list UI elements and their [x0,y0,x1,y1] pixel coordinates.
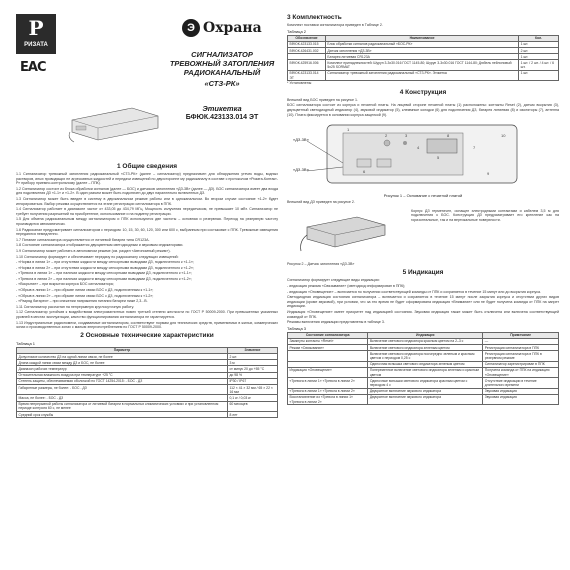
section-1-paragraph: 1.5 Для обмена радиоканальным между сигнализатором и ППК используются две частоты – основная и резервная. Переход на резервную частоту производится автоматически. [16,217,278,226]
table-3-row [288,351,559,361]
table-2-cell: 1 шт. [519,54,559,60]
table-2-header-cell: Обозначение [288,35,326,41]
figure-2-caption: Рисунок 2 – Датчик затопления «ДЗ-3В» [287,261,355,266]
table-3-cell: Сигнализатор зарегистрирован в ППК [483,361,559,367]
table-3-header-cell: Индикация [368,332,483,338]
table-1-cell: 2 шт. [227,354,277,360]
table-3-cell: Восстановление из «Тревога в линии 1» «Тревога в линии 2» [288,394,368,404]
table-2-cell: Датчик затопления «ДЗ-3В» [325,48,518,54]
table-2-cell: Батарея литиевая CR123A [325,54,518,60]
section-3-title: 3 Комплектность [287,14,342,21]
table-1-cell: 8 лет [227,412,277,418]
table-1-caption: Таблица 1 [16,340,36,346]
table-2-cell: 1 шт. [519,41,559,47]
table-3 [287,332,559,406]
section-5-paragraph: Светодиодная индикация состояния сигнализатора – включается и сохраняется в течение 15 минут после закрытия корпуса и отсутствии других видов индикации (кроме звуковой), при условии, что за это время не будет сформирована индикация «Внимание» или не будет получена команда от ППК на запрет индикации. [287,295,559,309]
figure-1-caption: Рисунок 1 – Основание с печатной платой [383,193,463,199]
section-4-title: 4 Конструкция [399,88,447,96]
section-5-paragraph: Сигнализатор формирует следующие виды индикации: [287,278,380,283]
table-3-header-cell: Примечание [483,332,559,338]
svg-text:4: 4 [417,145,420,151]
table-3-row [288,378,559,388]
table-1-header-cell: Параметр [17,347,228,353]
ohrana-logo-text: Охрана [203,20,262,36]
table-1-cell: от минус 20 до +55 °С [227,366,277,372]
section-4-paragraph: БОС сигнализатора состоит из корпуса и печатной платы. На лицевой стороне печатной платы (1) расположены: контакты Reset (2), датчик вскрытия (3), двухцветный светодиодный индикатор (4), звуковой индикатор (5), клеммные колодки (6) для подключения ДЗ, батарея литиевая (8) и изоляторы (7), антенна (10). Плата фиксируется в основании корпуса защелкой (9). [287,103,559,117]
svg-text:1: 1 [347,127,350,133]
table-2-cell: 1 шт. [519,70,559,80]
eac-mark: EAC [20,60,46,75]
figure-1-drawing [287,119,559,191]
section-1-paragraph: - «Норма в линии 2» – при отсутствии жидкости между сенсорными выводами ДЗ, подключенного к «1-2»; [16,265,194,270]
section-1-paragraph: 1.3 Сигнализатор может быть введен в систему в двухканальном режиме работы или в одноканальном. Во втором случае состояние «1-2» будет игнорироваться. Выбор режима осуществляется на этапе регистрации сигнализатора в ППК. [16,196,278,206]
figure-2-intro: Внешний вид ДЗ приведен на рисунке 2. [287,200,355,205]
section-2-title: 2 Основные технические характеристики [80,331,214,339]
section-5-text [287,278,559,324]
section-1-paragraph: 1.7 Питание сигнализатора осуществляется от литиевой батареи типа CR123A. [16,237,150,242]
table-2-row [288,60,559,70]
table-1-header-cell: Значение [227,347,277,353]
table-2-row [288,70,559,80]
figure-2 [287,205,559,261]
section-1-paragraph: 1.1 Сигнализатор тревожный затопления радиоканальный «СТЗ-РК» (далее – сигнализатор) предназначен для обнаружения утечек воды, водных растворов, иных проводящих не агрессивных жидкостей и передачи извещений по двухсторонне му радиоканалу в составе с протоколом «Ризата-Контакт-Р» прибору приемно-контрольному (далее – ППК). [16,172,278,186]
section-1-paragraph: - «Вскрытие» – при вскрытии корпуса БОС сигнализатора; [16,282,114,287]
table-2 [287,35,559,82]
table-1-cell: Время непрерывной работы сигнализатора от литиевой батареи в нормальных климатических условиях и при установленном периоде контроля 60 с, не менее [17,401,228,411]
table-2-cell: 2 шт. [519,48,559,54]
table-1-cell: Степень защиты, обеспечиваемая оболочкой по ГОСТ 14254-2015: - БОС - ДЗ [17,378,228,384]
section-5-title: 5 Индикация [402,269,444,277]
table-2-caption: Таблица 2 [287,28,307,34]
table-3-row [288,367,559,377]
section-1-paragraph: 1.9 Сигнализатор может работать в автономном режиме (см. раздел «Автономный режим»). [16,248,171,253]
section-4-text [287,98,559,117]
left-body [16,160,278,418]
section-5-paragraph: Индикация «Оповещение» имеет приоритет над индикацией состояния. Звуковая индикация также может быть отключена или включена соответствующей командой от ППК. [287,309,559,319]
section-1-paragraph: 1.13 Индустриальные радиопомехи, создаваемые сигнализатором, соответствуют нормам для технических средств, применяемых в жилых, коммерческих зонах и производственных зонах с малым энергопотреблением по ГОСТ Р 50009-2000. [16,320,278,330]
section-3-intro: Комплект поставки сигнализатора приведен в Таблице 2. [287,23,383,27]
table-3-cell: Режим «Связывание» [288,345,368,351]
section-1-paragraph: 1.2 Сигнализатор состоит из блока обработки сигналов (далее — БОС) и датчиков затопления «ДЗ-3В» (далее — ДЗ). БОС сигнализатора имеет два входа для подключения ДЗ «1-1» и «1-2». В один разъем может быть подключен до двух параллельно включенных ДЗ. [16,186,278,196]
table-3-cell: Включение светового индикатора зеленым цветом [368,345,483,351]
table-2-cell: Комплект принадлежностей: Шуруп 3-3х30.016 ГОСТ 1145-80; Шуруп 3-3х30.016 ГОСТ 1144-80; Дюбель нейлоновый 5х25 SORMAT [325,60,518,70]
section-1-paragraph: - «Обрыв в линии 2» – при обрыве линии связи БОС с ДЗ, подключенным к «1-2»; [16,293,154,298]
table-3-cell: Регистрация сигнализатора в ППК [483,345,559,351]
svg-text:6: 6 [363,169,366,175]
table-3-cell [288,351,368,361]
doc-code: БФЮК.423133.014 ЭТ [185,114,259,121]
right-body [287,14,559,405]
figure-2-drawing [297,207,397,257]
left-column [16,14,278,566]
rizata-logo-text: РИЗАТА [24,42,48,48]
table-3-cell: Звуковая индикация [483,388,559,394]
figure-1-label-a: «ДЗ-3В» [293,137,309,143]
right-column [287,14,559,566]
svg-text:8: 8 [447,133,450,139]
table-3-cell: Попеременное включение светового индикатора зеленым и красным цветом [368,367,483,377]
table-1-cell: Средний срок службы [17,412,228,418]
figure-1-label-b: «ДЗ-3В» [293,167,309,173]
section-1-paragraph: - «Обрыв в линии 1» – при обрыве линии связи БОС с ДЗ, подключенным к «1-1»; [16,288,154,293]
table-3-caption: Таблица 3 [287,325,307,331]
table-3-cell: Одиночная вспышка светового индикатора зеленым цветом [368,361,483,367]
section-1-paragraph: 1.11 Сигнализатор рассчитан на непрерывную круглосуточную работу. [16,304,135,309]
table-2-cell: Сигнализатор тревожный затопления радиоканальный «СТЗ-РК». Этикетка [325,70,518,80]
table-1-cell: 60 месяцев [227,401,277,411]
table-3-row [288,394,559,404]
svg-text:10: 10 [501,133,506,139]
table-2-cell: Блок обработки сигналов радиоканальный «БОС-РК» [325,41,518,47]
rizata-logo: Р РИЗАТА [16,14,56,54]
ohrana-logo-icon: Э [182,19,200,37]
table-3-cell: Отсутствие индикации в течение длительного времени [483,378,559,388]
figure-2-text: Корпус ДЗ герметичен, оснащен электродными контактами и кабелем 3,5 м для подключения к БОС. Конструкция ДЗ предусматривает его крепление как на горизонтальные, так и на вертикальные поверхности. [411,208,559,222]
section-1-paragraph: 1.6 Радиоканал предусматривает сигнализатором с периодом: 10, 15, 30, 60, 120, 300 или 600 с, выбранным при состыковке с ППК. Тревожные извещения передаются немедленно. [16,227,278,237]
table-1 [16,347,278,418]
figure-1 [287,119,559,191]
table-3-cell: — [483,338,559,344]
table-2-cell: БФЮК.423133.014 ЭТ [288,70,326,80]
title-block [166,50,278,121]
table-1-cell: Диапазон рабочих температур [17,366,228,372]
product-model: «СТЗ-РК» [204,79,240,88]
table-1-row [17,401,278,411]
product-title: СИГНАЛИЗАТОР ТРЕВОЖНЫЙ ЗАТОПЛЕНИЯ РАДИОКАНАЛЬНЫЙ [169,50,275,77]
table-2-header-cell: Наименование [325,35,518,41]
table-1-cell: Длина каждой линии связи между ДЗ и БОС, не более [17,360,228,366]
table-1-cell: 0,1 кг / 0,03 кг [227,395,277,401]
doc-type: Этикетка [202,104,242,113]
table-3-cell: Замкнуты контакты «Reset» [288,338,368,344]
table-1-cell: Масса, не более: - БОС - ДЗ [17,395,228,401]
section-1-paragraph: 1.12 Сигнализатор устойчив к воздействиям электромагнитных помех третьей степени жесткости по ГОСТ Р 50009-2000. При превышенных указанных уровней в местах эксплуатации, качество функционирования сигнализатора не гарантируется. [16,310,278,320]
section-1-paragraph: - «Тревога в линии 1» – при наличии жидкости между сенсорными выводами ДЗ, подключенного к «1-1»; [16,271,192,276]
section-1-text [16,172,278,330]
table-3-cell: Одиночные вспышки светового индикатора красным цветом с периодом 4 с [368,378,483,388]
section-1-paragraph: - «Норма в линии 1» – при отсутствии жидкости между сенсорными выводами ДЗ, подключенного к «1-1»; [16,260,194,265]
table-3-cell: Двукратное включение звукового индикатора [368,394,483,404]
table-3-cell: Индикация «Оповещение» [288,367,368,377]
ohrana-logo [182,18,262,38]
table-3-cell: Включение светового индикатора поочередно зеленым и красным цветом с периодом 0,25 с [368,351,483,361]
table-3-cell: Регистрация сигнализатора в ППК в резервном режиме [483,351,559,361]
table-1-cell: Относительная влажность воздуха при температуре +25 °С [17,372,228,378]
table-3-cell: «Тревога в линии 1» «Тревога в линии 2» [288,378,368,388]
table-2-cell: БФЮК.426431.002 [288,48,326,54]
section-5-paragraph: - индикация режима «Связывание» (светодиод информирован в ППК); [287,283,406,288]
table-2-cell: БФЮК.423133.015 [288,41,326,47]
table-3-cell: «Тревога в линии 1» «Тревога в линии 2» [288,388,368,394]
section-1-title: 1 Общие сведения [117,163,177,170]
svg-text:3: 3 [405,133,408,139]
table-1-cell: Габаритные размеры, не более: - БОС - ДЗ [17,385,228,395]
table-3-cell: Включение светового индикатора красным цветом на 2–3 с [368,338,483,344]
table-3-cell: Двукратное включение звукового индикатора [368,388,483,394]
table-3-cell: Получена команда от ППК на индикацию «Оповещение» [483,367,559,377]
table-1-cell: 112 × 41 × 32 мм / 65 × 22 × 16 мм [227,385,277,395]
svg-text:7: 7 [473,145,476,151]
table-1-cell: IP30 / IP67 [227,378,277,384]
svg-text:5: 5 [437,155,440,161]
table-1-cell: 3 м [227,360,277,366]
section-1-paragraph: 1.4 Сигнализатор работает в диапазоне частот от 433,05 до 434,79 МГц. Мощность излучения передатчиком, не превышает 10 мВт. Сигнализатор не требует получения разрешений на приобретение, использование и на подмену регистрации. [16,207,278,216]
table-1-row [17,412,278,418]
section-4-paragraph: Внешний вид БОС приведен на рисунке 1. [287,97,358,102]
section-1-paragraph: - «Разряд батареи» – при снижении напряжения питания батареи ниже 2,3...В. [16,299,148,304]
svg-text:2: 2 [385,133,388,139]
section-1-paragraph: - «Тревога в линии 2» – при наличии жидкости между сенсорными выводами ДЗ, подключенного к «1-2»; [16,276,192,281]
table-3-header-cell: Состояние сигнализатора [288,332,368,338]
section-1-paragraph: 1.8 Состояние сигнализатора отображается двухцветным светодиодным и звуковым индикаторами. [16,243,184,248]
device-illustration [68,102,162,146]
table-2-note: * Установлены [287,81,312,86]
section-5-paragraph: - индикация «Оповещение» – включается по получении соответствующей команды от ППК и сохраняется в течение 15 минут или до вскрытия корпуса. [287,289,542,294]
section-5-paragraph: Режимы включения индикации представлены в таблице 3. [287,320,385,325]
table-1-cell: до 98 % [227,372,277,378]
table-1-row [17,385,278,395]
svg-text:9: 9 [487,171,490,177]
table-1-cell: Допустимое количество ДЗ на одной линии связи, не более [17,354,228,360]
table-2-cell: БФЮК.425916.006 [288,60,326,70]
table-2-cell: 1 шт. / 2 шт. / 4 шт. / 6 шт. [519,60,559,70]
table-3-cell: Звуковая индикация [483,394,559,404]
table-2-header-cell: Кол. [519,35,559,41]
section-1-paragraph: 1.10 Сигнализатор формирует и обеспечивает передачу по радиоканалу следующих извещений: [16,254,179,259]
